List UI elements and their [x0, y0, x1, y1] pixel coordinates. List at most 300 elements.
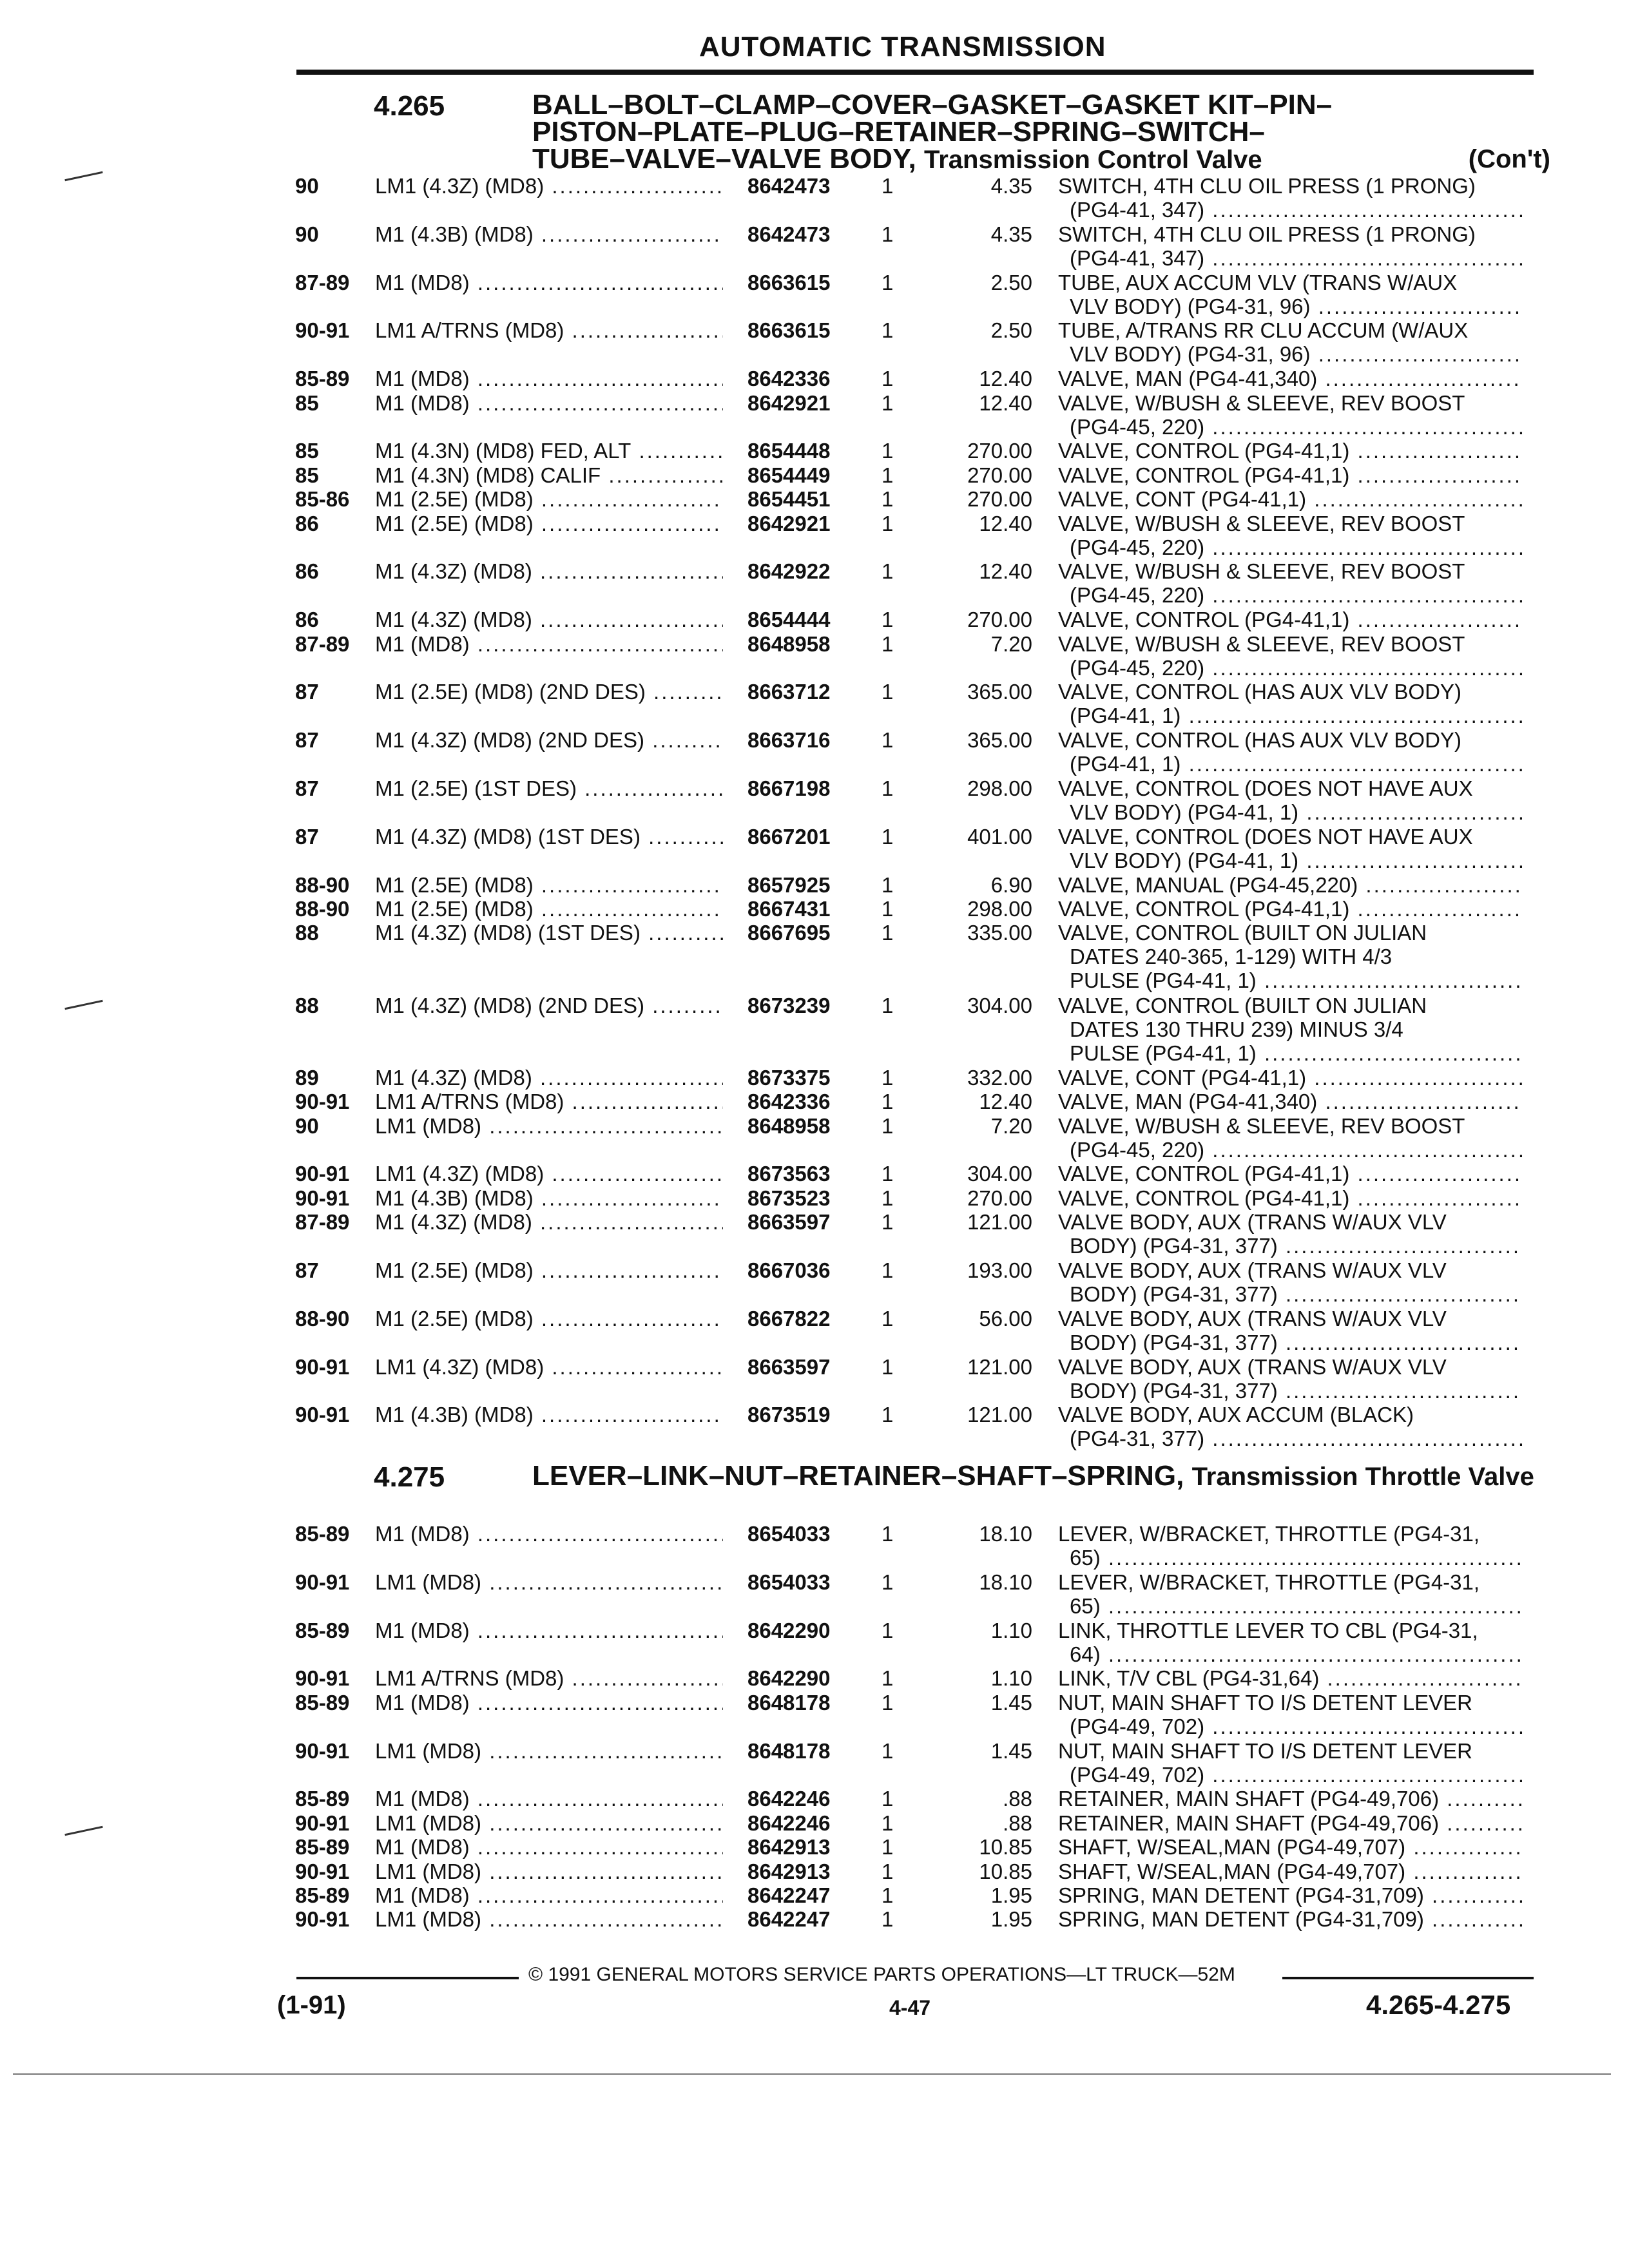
application-cell: M1 (MD8) .....	[375, 1691, 723, 1715]
quantity-cell: 1	[882, 776, 894, 800]
description-cell	[1058, 873, 1522, 897]
section-number: 4.265	[374, 90, 445, 122]
application-cell: M1 (MD8) .....	[375, 271, 723, 294]
application-cell: M1 (MD8) .....	[375, 1883, 723, 1907]
application-cell: LM1 (MD8) .....	[375, 1811, 723, 1835]
part-number-cell: 8667431	[747, 897, 831, 921]
year-cell: 90-91	[295, 1666, 350, 1691]
description-cell	[1058, 608, 1522, 631]
application-cell: M1 (MD8) .....	[375, 632, 723, 656]
application-cell: M1 (4.3Z) (MD8) (1ST DES) .....	[375, 825, 723, 849]
price-cell: 1.95	[990, 1883, 1032, 1907]
description-line: RETAINER, MAIN SHAFT (PG4-49,706) .....	[1058, 1787, 1522, 1811]
description-line: TUBE, AUX ACCUM VLV (TRANS W/AUX	[1058, 270, 1458, 294]
description-cell	[1058, 1907, 1522, 1931]
part-number-cell: 8663712	[747, 680, 831, 704]
application-cell: LM1 (4.3Z) (MD8) .....	[375, 1355, 723, 1379]
description-line: (PG4-41, 347) .....	[1058, 246, 1522, 270]
description-line: VALVE, CONTROL (HAS AUX VLV BODY)	[1058, 728, 1461, 753]
description-cell	[1058, 921, 1522, 992]
year-cell: 88	[295, 993, 319, 1017]
description-line: (PG4-41, 347) .....	[1058, 198, 1522, 222]
year-cell: 87	[295, 776, 319, 800]
part-number-cell: 8667198	[747, 776, 831, 800]
part-number-cell: 8667695	[747, 921, 831, 945]
page-title: AUTOMATIC TRANSMISSION	[699, 31, 1106, 62]
description-cell	[1058, 728, 1522, 776]
application-cell: M1 (4.3B) (MD8) .....	[375, 1186, 723, 1210]
part-number-cell: 8673375	[747, 1065, 831, 1090]
description-cell	[1058, 1186, 1522, 1210]
price-cell: 56.00	[979, 1306, 1032, 1331]
description-line: DATES 240-365, 1-129) WITH 4/3	[1070, 945, 1393, 969]
description-line: BODY) (PG4-31, 377) .....	[1058, 1282, 1522, 1306]
application-cell: M1 (MD8) .....	[375, 1835, 723, 1859]
part-number-cell: 8648958	[747, 1113, 831, 1138]
quantity-cell: 1	[882, 1835, 894, 1860]
price-cell: 18.10	[979, 1522, 1032, 1546]
description-cell	[1058, 1860, 1522, 1883]
description-cell	[1058, 1522, 1522, 1570]
description-line: VALVE BODY, AUX (TRANS W/AUX VLV	[1058, 1210, 1447, 1235]
application-cell: M1 (2.5E) (MD8) .....	[375, 873, 723, 897]
description-line: VALVE, CONTROL (PG4-41,1) .....	[1058, 897, 1522, 921]
application-cell: M1 (4.3Z) (MD8) (1ST DES) .....	[375, 921, 723, 945]
description-line: VALVE BODY, AUX ACCUM (BLACK)	[1058, 1403, 1414, 1427]
year-cell: 90-91	[295, 1859, 350, 1883]
description-line: SWITCH, 4TH CLU OIL PRESS (1 PRONG)	[1058, 222, 1476, 246]
description-line: VALVE, W/BUSH & SLEEVE, REV BOOST	[1058, 559, 1465, 584]
price-cell: 12.40	[979, 511, 1032, 535]
description-cell	[1058, 439, 1522, 463]
quantity-cell: 1	[882, 463, 894, 487]
price-cell: 332.00	[967, 1065, 1032, 1090]
price-cell: 304.00	[967, 993, 1032, 1017]
quantity-cell: 1	[882, 1258, 894, 1282]
description-line: VALVE, CONTROL (BUILT ON JULIAN	[1058, 993, 1427, 1017]
description-line: RETAINER, MAIN SHAFT (PG4-49,706) .....	[1058, 1811, 1522, 1835]
quantity-cell: 1	[882, 921, 894, 945]
description-line: (PG4-45, 220) .....	[1058, 1138, 1522, 1162]
part-number-cell: 8663597	[747, 1210, 831, 1235]
application-cell: M1 (4.3Z) (MD8) (2ND DES) .....	[375, 728, 723, 752]
year-cell: 90-91	[295, 318, 350, 343]
quantity-cell: 1	[882, 270, 894, 294]
application-cell: M1 (4.3Z) (MD8) .....	[375, 608, 723, 631]
quantity-cell: 1	[882, 728, 894, 753]
year-cell: 89	[295, 1065, 319, 1090]
year-cell: 85-89	[295, 1618, 350, 1642]
quantity-cell: 1	[882, 1738, 894, 1763]
year-cell: 85-89	[295, 1787, 350, 1811]
year-cell: 85-89	[295, 1883, 350, 1907]
part-number-cell: 8663597	[747, 1354, 831, 1379]
description-cell	[1058, 1162, 1522, 1186]
part-number-cell: 8667036	[747, 1258, 831, 1282]
application-cell: M1 (4.3Z) (MD8) .....	[375, 1066, 723, 1090]
description-line: SHAFT, W/SEAL,MAN (PG4-49,707) .....	[1058, 1835, 1522, 1859]
price-cell: 10.85	[979, 1835, 1032, 1860]
application-cell: M1 (2.5E) (MD8) .....	[375, 897, 723, 921]
quantity-cell: 1	[882, 222, 894, 246]
year-cell: 85	[295, 439, 319, 463]
quantity-cell: 1	[882, 1065, 894, 1090]
quantity-cell: 1	[882, 1354, 894, 1379]
application-cell: LM1 A/TRNS (MD8) .....	[375, 1090, 723, 1113]
price-cell: 4.35	[990, 222, 1032, 246]
quantity-cell: 1	[882, 631, 894, 656]
margin-mark	[64, 1826, 102, 1836]
year-cell: 86	[295, 608, 319, 632]
part-number-cell: 8642336	[747, 1090, 831, 1114]
price-cell: 401.00	[967, 824, 1032, 849]
description-line: VALVE, CONT (PG4-41,1) .....	[1058, 487, 1522, 511]
price-cell: 12.40	[979, 559, 1032, 584]
part-number-cell: 8673523	[747, 1186, 831, 1210]
price-cell: 121.00	[967, 1403, 1032, 1427]
part-number-cell: 8673519	[747, 1403, 831, 1427]
year-cell: 90-91	[295, 1907, 350, 1932]
year-cell: 85	[295, 390, 319, 415]
year-cell: 87-89	[295, 1210, 350, 1235]
description-cell	[1058, 1811, 1522, 1835]
description-line: TUBE, A/TRANS RR CLU ACCUM (W/AUX	[1058, 318, 1469, 343]
section-subtitle: Transmission Throttle Valve	[1191, 1463, 1534, 1491]
price-cell: 7.20	[990, 631, 1032, 656]
application-cell: M1 (2.5E) (1ST DES) .....	[375, 776, 723, 800]
description-line: VALVE BODY, AUX (TRANS W/AUX VLV	[1058, 1354, 1447, 1379]
section-subtitle: Transmission Control Valve	[923, 146, 1262, 174]
price-cell: 2.50	[990, 270, 1032, 294]
description-cell	[1058, 487, 1522, 511]
price-cell: 12.40	[979, 1090, 1032, 1114]
price-cell: 2.50	[990, 318, 1032, 343]
year-cell: 87-89	[295, 270, 350, 294]
year-cell: 85	[295, 463, 319, 487]
year-cell: 90-91	[295, 1403, 350, 1427]
application-cell: LM1 (MD8) .....	[375, 1907, 723, 1931]
description-line: SPRING, MAN DETENT (PG4-31,709) .....	[1058, 1907, 1522, 1931]
price-cell: 121.00	[967, 1354, 1032, 1379]
description-cell	[1058, 1691, 1522, 1738]
footer-rule-right	[1282, 1977, 1534, 1979]
application-cell: M1 (4.3N) (MD8) CALIF .....	[375, 463, 723, 487]
part-number-cell: 8663716	[747, 728, 831, 753]
price-cell: 1.10	[990, 1618, 1032, 1642]
description-cell	[1058, 367, 1522, 390]
description-cell	[1058, 1355, 1522, 1403]
description-line: SPRING, MAN DETENT (PG4-31,709) .....	[1058, 1883, 1522, 1907]
part-number-cell: 8648958	[747, 631, 831, 656]
description-line: VLV BODY) (PG4-41, 1) .....	[1058, 800, 1522, 824]
year-cell: 88-90	[295, 1306, 350, 1331]
quantity-cell: 1	[882, 1811, 894, 1835]
quantity-cell: 1	[882, 897, 894, 921]
part-number-cell: 8642921	[747, 511, 831, 535]
application-cell: LM1 A/TRNS (MD8) .....	[375, 1666, 723, 1690]
part-number-cell: 8648178	[747, 1738, 831, 1763]
year-cell: 85-86	[295, 487, 350, 512]
price-cell: 335.00	[967, 921, 1032, 945]
quantity-cell: 1	[882, 1210, 894, 1235]
application-cell: M1 (4.3B) (MD8) .....	[375, 1403, 723, 1427]
description-line: VALVE, W/BUSH & SLEEVE, REV BOOST	[1058, 390, 1465, 415]
description-line: VALVE, W/BUSH & SLEEVE, REV BOOST	[1058, 511, 1465, 535]
description-line: VALVE BODY, AUX (TRANS W/AUX VLV	[1058, 1306, 1447, 1331]
description-line: VALVE, CONTROL (HAS AUX VLV BODY)	[1058, 680, 1461, 704]
margin-mark	[64, 171, 102, 181]
part-number-cell: 8673239	[747, 993, 831, 1017]
description-line: LEVER, W/BRACKET, THROTTLE (PG4-31,	[1058, 1570, 1480, 1594]
price-cell: 193.00	[967, 1258, 1032, 1282]
quantity-cell: 1	[882, 1162, 894, 1186]
description-line: BODY) (PG4-31, 377) .....	[1058, 1234, 1522, 1258]
application-cell: M1 (4.3B) (MD8) .....	[375, 222, 723, 246]
quantity-cell: 1	[882, 1666, 894, 1691]
description-line: VLV BODY) (PG4-31, 96) .....	[1058, 342, 1522, 366]
description-line: VALVE, CONTROL (DOES NOT HAVE AUX	[1058, 776, 1473, 800]
description-cell	[1058, 222, 1522, 270]
part-number-cell: 8642246	[747, 1787, 831, 1811]
application-cell: LM1 (MD8) .....	[375, 1860, 723, 1883]
price-cell: 270.00	[967, 1186, 1032, 1210]
year-cell: 87	[295, 824, 319, 849]
quantity-cell: 1	[882, 1403, 894, 1427]
quantity-cell: 1	[882, 1907, 894, 1932]
description-line: (PG4-49, 702) .....	[1058, 1715, 1522, 1738]
description-line: LINK, THROTTLE LEVER TO CBL (PG4-31,	[1058, 1618, 1478, 1642]
part-number-cell: 8654451	[747, 487, 831, 512]
part-number-cell: 8642473	[747, 174, 831, 198]
year-cell: 90-91	[295, 1811, 350, 1835]
application-cell: M1 (MD8) .....	[375, 391, 723, 415]
description-line: VALVE BODY, AUX (TRANS W/AUX VLV	[1058, 1258, 1447, 1282]
application-cell: M1 (4.3Z) (MD8) .....	[375, 559, 723, 583]
price-cell: 365.00	[967, 728, 1032, 753]
year-cell: 90-91	[295, 1186, 350, 1210]
application-cell: M1 (MD8) .....	[375, 1522, 723, 1546]
description-line: VALVE, MANUAL (PG4-45,220) .....	[1058, 873, 1522, 897]
description-cell	[1058, 994, 1522, 1065]
price-cell: 7.20	[990, 1113, 1032, 1138]
section-title	[532, 1460, 1550, 1492]
section-title-line-text: LEVER–LINK–NUT–RETAINER–SHAFT–SPRING,	[532, 1460, 1184, 1492]
price-cell: 12.40	[979, 367, 1032, 391]
quantity-cell: 1	[882, 993, 894, 1017]
description-cell	[1058, 1739, 1522, 1787]
year-cell: 90-91	[295, 1738, 350, 1763]
application-cell: M1 (4.3N) (MD8) FED, ALT .....	[375, 439, 723, 463]
description-line: VALVE, CONTROL (PG4-41,1) .....	[1058, 439, 1522, 463]
quantity-cell: 1	[882, 1522, 894, 1546]
description-cell	[1058, 1619, 1522, 1666]
application-cell: M1 (2.5E) (MD8) .....	[375, 512, 723, 535]
price-cell: .88	[1003, 1787, 1032, 1811]
quantity-cell: 1	[882, 174, 894, 198]
price-cell: 10.85	[979, 1859, 1032, 1883]
price-cell: 4.35	[990, 174, 1032, 198]
part-number-cell: 8642336	[747, 367, 831, 391]
quantity-cell: 1	[882, 1787, 894, 1811]
year-cell: 86	[295, 559, 319, 584]
year-cell: 85-89	[295, 1835, 350, 1860]
year-cell: 90-91	[295, 1090, 350, 1114]
description-line: 64) .....	[1058, 1642, 1522, 1666]
description-line: PULSE (PG4-41, 1) .....	[1058, 968, 1522, 992]
part-number-cell: 8667201	[747, 824, 831, 849]
description-cell	[1058, 1570, 1522, 1618]
application-cell: LM1 (4.3Z) (MD8) .....	[375, 174, 723, 198]
application-cell: M1 (2.5E) (MD8) .....	[375, 1307, 723, 1331]
description-cell	[1058, 1835, 1522, 1859]
quantity-cell: 1	[882, 680, 894, 704]
description-line: VALVE, CONTROL (PG4-41,1) .....	[1058, 1162, 1522, 1186]
part-number-cell: 8642922	[747, 559, 831, 584]
description-cell	[1058, 1787, 1522, 1811]
price-cell: 12.40	[979, 390, 1032, 415]
scan-edge-rule	[13, 2073, 1611, 2075]
description-line: 65) .....	[1058, 1594, 1522, 1618]
description-cell	[1058, 318, 1522, 366]
part-number-cell: 8642290	[747, 1618, 831, 1642]
price-cell: .88	[1003, 1811, 1032, 1835]
quantity-cell: 1	[882, 1306, 894, 1331]
part-number-cell: 8648178	[747, 1690, 831, 1715]
year-cell: 88	[295, 921, 319, 945]
quantity-cell: 1	[882, 367, 894, 391]
description-cell	[1058, 512, 1522, 559]
year-cell: 90	[295, 174, 319, 198]
description-line: 65) .....	[1058, 1546, 1522, 1570]
quantity-cell: 1	[882, 559, 894, 584]
quantity-cell: 1	[882, 824, 894, 849]
quantity-cell: 1	[882, 1618, 894, 1642]
part-number-cell: 8642247	[747, 1907, 831, 1932]
section-title-line	[532, 1460, 1550, 1492]
description-line: VALVE, CONTROL (PG4-41,1) .....	[1058, 463, 1522, 487]
section-title-line-text: TUBE–VALVE–VALVE BODY,	[532, 143, 916, 175]
description-line: SWITCH, 4TH CLU OIL PRESS (1 PRONG)	[1058, 174, 1476, 198]
quantity-cell: 1	[882, 1570, 894, 1594]
revision-date: (1-91)	[277, 1991, 346, 2019]
description-cell	[1058, 1066, 1522, 1090]
quantity-cell: 1	[882, 1113, 894, 1138]
description-line: (PG4-31, 377) .....	[1058, 1427, 1522, 1450]
description-line: BODY) (PG4-31, 377) .....	[1058, 1379, 1522, 1403]
application-cell: M1 (4.3Z) (MD8) .....	[375, 1210, 723, 1234]
quantity-cell: 1	[882, 390, 894, 415]
quantity-cell: 1	[882, 1859, 894, 1883]
description-cell	[1058, 391, 1522, 439]
part-number-cell: 8642246	[747, 1811, 831, 1835]
description-cell	[1058, 1883, 1522, 1907]
continued-label: (Con't)	[1468, 145, 1550, 173]
price-cell: 18.10	[979, 1570, 1032, 1594]
description-line: (PG4-45, 220) .....	[1058, 583, 1522, 607]
year-cell: 90-91	[295, 1570, 350, 1594]
description-cell	[1058, 1258, 1522, 1306]
description-cell	[1058, 632, 1522, 680]
quantity-cell: 1	[882, 439, 894, 463]
year-cell: 88-90	[295, 897, 350, 921]
description-line: VALVE, CONTROL (PG4-41,1) .....	[1058, 1186, 1522, 1210]
quantity-cell: 1	[882, 872, 894, 897]
part-number-cell: 8673563	[747, 1162, 831, 1186]
application-cell: M1 (2.5E) (MD8) (2ND DES) .....	[375, 680, 723, 704]
description-line: VLV BODY) (PG4-31, 96) .....	[1058, 294, 1522, 318]
description-line: LEVER, W/BRACKET, THROTTLE (PG4-31,	[1058, 1522, 1480, 1546]
quantity-cell: 1	[882, 1883, 894, 1907]
description-line: VALVE, CONTROL (BUILT ON JULIAN	[1058, 921, 1427, 945]
application-cell: M1 (2.5E) (MD8) .....	[375, 1258, 723, 1282]
quantity-cell: 1	[882, 608, 894, 632]
section-range: 4.265-4.275	[1366, 1990, 1511, 2020]
application-cell: M1 (MD8) .....	[375, 367, 723, 390]
quantity-cell: 1	[882, 318, 894, 343]
description-line: DATES 130 THRU 239) MINUS 3/4	[1070, 1017, 1403, 1041]
price-cell: 270.00	[967, 439, 1032, 463]
year-cell: 85-89	[295, 1690, 350, 1715]
description-cell	[1058, 1210, 1522, 1258]
part-number-cell: 8642921	[747, 390, 831, 415]
year-cell: 87	[295, 1258, 319, 1282]
part-number-cell: 8663615	[747, 318, 831, 343]
description-cell	[1058, 1114, 1522, 1162]
header-rule	[296, 70, 1534, 75]
year-cell: 85-89	[295, 1522, 350, 1546]
description-line: LINK, T/V CBL (PG4-31,64) .....	[1058, 1666, 1522, 1690]
footer-rule-left	[296, 1977, 519, 1979]
price-cell: 365.00	[967, 680, 1032, 704]
price-cell: 1.45	[990, 1738, 1032, 1763]
part-number-cell: 8654444	[747, 608, 831, 632]
application-cell: M1 (4.3Z) (MD8) (2ND DES) .....	[375, 994, 723, 1017]
price-cell: 121.00	[967, 1210, 1032, 1235]
description-line: VALVE, CONTROL (PG4-41,1) .....	[1058, 608, 1522, 631]
quantity-cell: 1	[882, 1690, 894, 1715]
price-cell: 1.10	[990, 1666, 1032, 1691]
description-cell	[1058, 1403, 1522, 1450]
part-number-cell: 8663615	[747, 270, 831, 294]
application-cell: LM1 (4.3Z) (MD8) .....	[375, 1162, 723, 1186]
section-title-line	[532, 143, 1550, 175]
quantity-cell: 1	[882, 511, 894, 535]
part-number-cell: 8654449	[747, 463, 831, 487]
description-cell	[1058, 271, 1522, 318]
price-cell: 298.00	[967, 776, 1032, 800]
part-number-cell: 8657925	[747, 872, 831, 897]
year-cell: 90	[295, 1113, 319, 1138]
page-number: 4-47	[889, 1996, 931, 2019]
application-cell: LM1 (MD8) .....	[375, 1739, 723, 1763]
part-number-cell: 8642247	[747, 1883, 831, 1907]
year-cell: 88-90	[295, 872, 350, 897]
part-number-cell: 8642290	[747, 1666, 831, 1691]
description-cell	[1058, 1090, 1522, 1113]
description-line: PULSE (PG4-41, 1) .....	[1058, 1041, 1522, 1065]
description-line: VLV BODY) (PG4-41, 1) .....	[1058, 849, 1522, 872]
description-cell	[1058, 559, 1522, 607]
copyright-line: © 1991 GENERAL MOTORS SERVICE PARTS OPERATIONS—LT TRUCK—52M	[528, 1964, 1235, 1985]
price-cell: 270.00	[967, 487, 1032, 512]
quantity-cell: 1	[882, 1090, 894, 1114]
description-cell	[1058, 680, 1522, 727]
part-number-cell: 8667822	[747, 1306, 831, 1331]
description-line: VALVE, MAN (PG4-41,340) .....	[1058, 1090, 1522, 1113]
description-line: (PG4-45, 220) .....	[1058, 535, 1522, 559]
description-line: VALVE, MAN (PG4-41,340) .....	[1058, 367, 1522, 390]
year-cell: 90-91	[295, 1162, 350, 1186]
